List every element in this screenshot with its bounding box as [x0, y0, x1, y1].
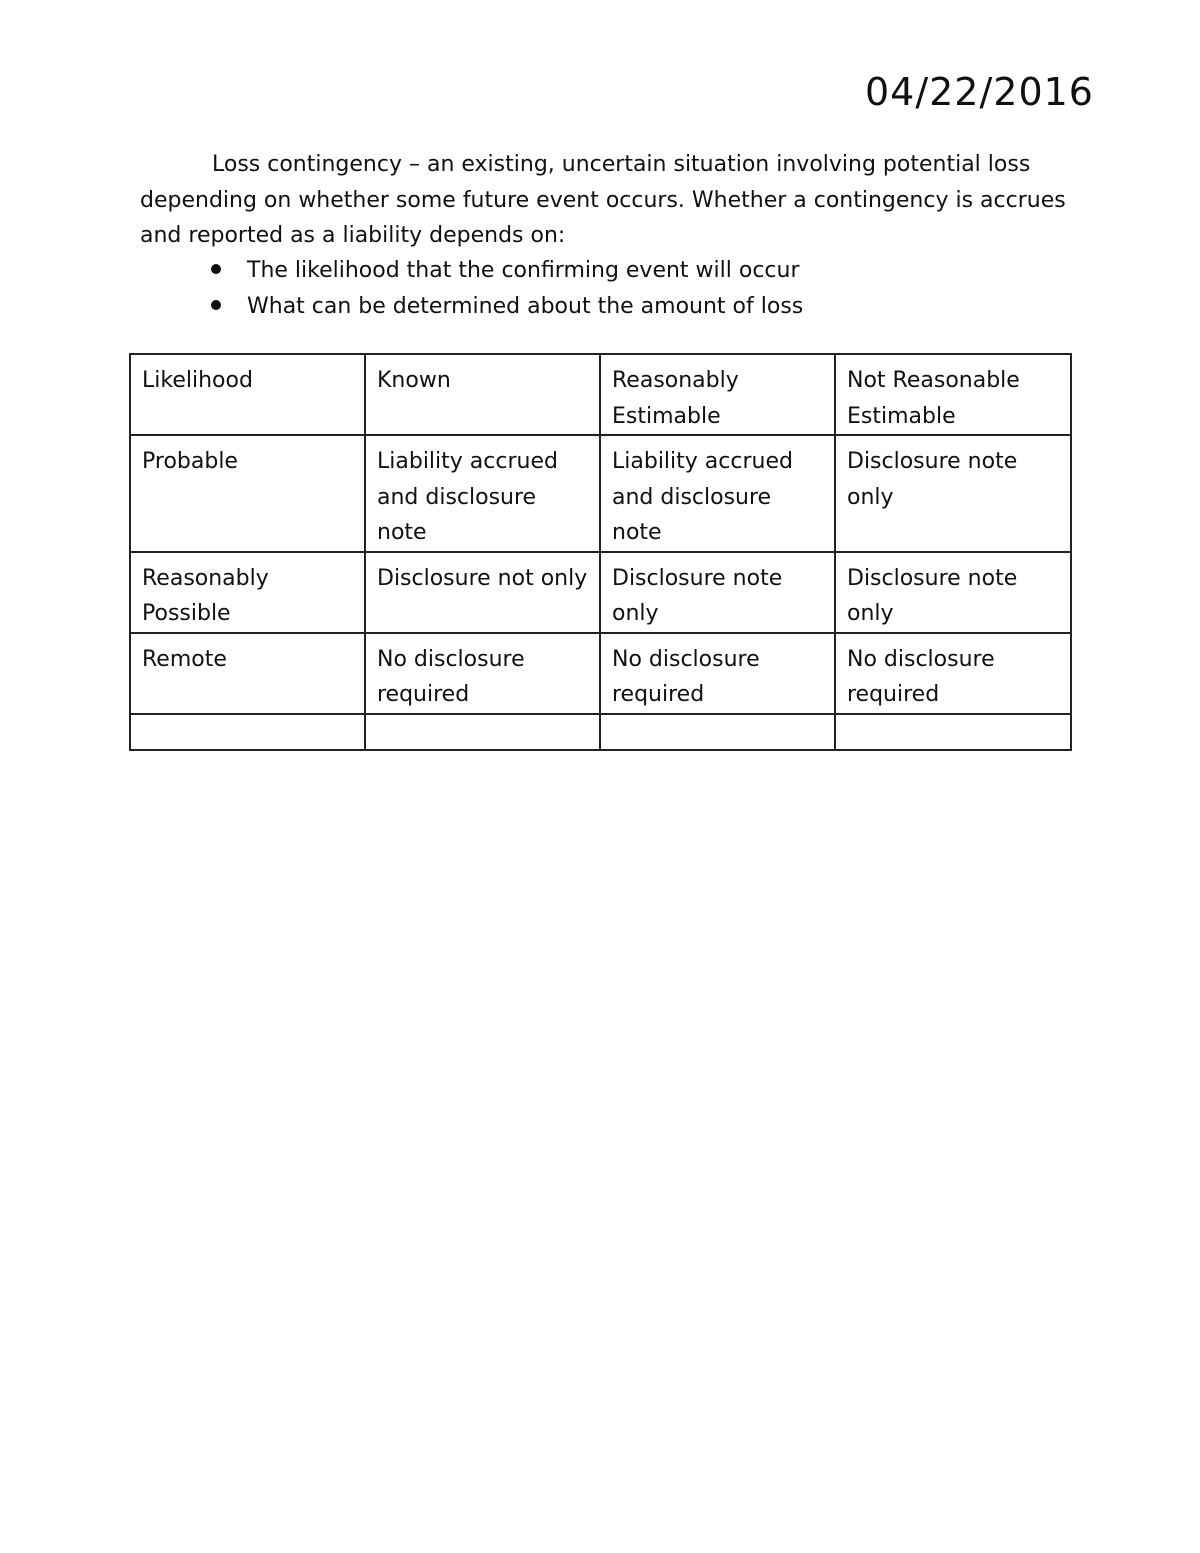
table-header-row [130, 354, 1071, 435]
list-item-text: The likelihood that the confirming event will occur [247, 258, 800, 283]
table-cell: Disclosure note only [835, 552, 1071, 633]
table-cell: Remote [130, 633, 365, 714]
table-row [130, 552, 1071, 633]
table-cell: Liability accrued and disclosure note [600, 435, 835, 552]
table-cell: Reasonably Possible [130, 552, 365, 633]
bullet-dot-icon [211, 264, 221, 274]
list-item [210, 253, 803, 289]
table-cell: No disclosure required [600, 633, 835, 714]
bullet-list [210, 253, 803, 324]
table-cell: Disclosure not only [365, 552, 600, 633]
table-cell [130, 714, 365, 750]
table-header-cell: Not Reasonable Estimable [835, 354, 1071, 435]
date-heading: 04/22/2016 [864, 70, 1094, 114]
table-cell [600, 714, 835, 750]
table-cell: No disclosure required [365, 633, 600, 714]
table-row [130, 633, 1071, 714]
contingency-table [129, 353, 1072, 751]
table-header-cell: Known [365, 354, 600, 435]
intro-paragraph [140, 147, 1080, 254]
table-row [130, 714, 1071, 750]
table-header-cell: Reasonably Estimable [600, 354, 835, 435]
intro-paragraph-text: Loss contingency – an existing, uncertain situation involving potential loss depending on whether some future event occurs. Whether a contingency is accrues and reported as a liability depends on: [140, 152, 1066, 248]
table-cell: Probable [130, 435, 365, 552]
table-cell: Disclosure note only [600, 552, 835, 633]
table-row [130, 435, 1071, 552]
list-item-text: What can be determined about the amount of loss [247, 293, 804, 319]
table-cell [835, 714, 1071, 750]
table-cell: Disclosure note only [835, 435, 1071, 552]
table-cell [365, 714, 600, 750]
table-cell: No disclosure required [835, 633, 1071, 714]
table-header-cell: Likelihood [130, 354, 365, 435]
list-item [210, 289, 803, 325]
bullet-dot-icon [211, 300, 221, 310]
table-cell: Liability accrued and disclosure note [365, 435, 600, 552]
